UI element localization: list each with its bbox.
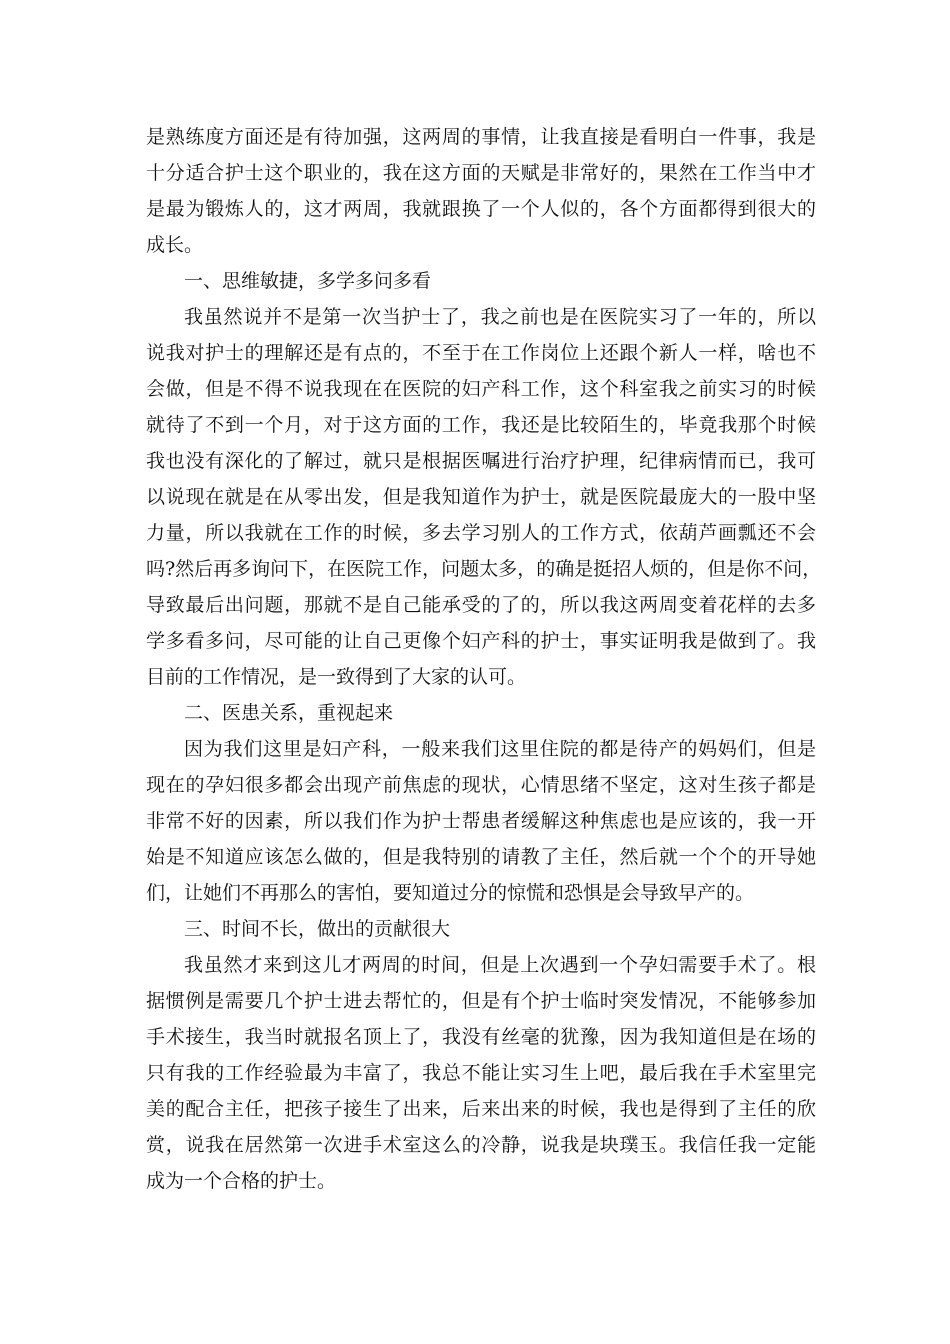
text-line: 们，让她们不再那么的害怕，要知道过分的惊慌和恐惧是会导致早产的。 bbox=[146, 882, 755, 904]
text-line: 目前的工作情况，是一致得到了大家的认可。 bbox=[146, 666, 527, 688]
text-line: 学多看多问，尽可能的让自己更像个妇产科的护士，事实证明我是做到了。我 bbox=[146, 630, 816, 652]
text-line: 十分适合护士这个职业的，我在这方面的天赋是非常好的，果然在工作当中才 bbox=[146, 162, 816, 184]
text-line: 成长。 bbox=[146, 234, 204, 256]
text-line: 是熟练度方面还是有待加强，这两周的事情，让我直接是看明白一件事，我是 bbox=[146, 126, 816, 148]
text-line: 现在的孕妇很多都会出现产前焦虑的现状，心情思绪不坚定，这对生孩子都是 bbox=[146, 774, 816, 796]
text-line: 导致最后出问题，那就不是自己能承受的了的，所以我这两周变着花样的去多 bbox=[146, 594, 816, 616]
text-line: 三、时间不长，做出的贡献很大 bbox=[184, 918, 451, 940]
text-line: 美的配合主任，把孩子接生了出来，后来出来的时候，我也是得到了主任的欣 bbox=[146, 1098, 816, 1120]
text-line: 手术接生，我当时就报名顶上了，我没有丝毫的犹豫，因为我知道但是在场的 bbox=[146, 1026, 816, 1048]
text-line: 说我对护士的理解还是有点的，不至于在工作岗位上还跟个新人一样，啥也不 bbox=[146, 342, 816, 364]
text-line: 只有我的工作经验最为丰富了，我总不能让实习生上吧，最后我在手术室里完 bbox=[146, 1062, 816, 1084]
text-line: 就待了不到一个月，对于这方面的工作，我还是比较陌生的，毕竟我那个时候 bbox=[146, 414, 816, 436]
text-line: 成为一个合格的护士。 bbox=[146, 1170, 337, 1192]
document-body bbox=[146, 119, 822, 1199]
text-line: 会做，但是不得不说我现在在医院的妇产科工作，这个科室我之前实习的时候 bbox=[146, 378, 816, 400]
text-line: 是最为锻炼人的，这才两周，我就跟换了一个人似的，各个方面都得到很大的 bbox=[146, 198, 816, 220]
text-line: 据惯例是需要几个护士进去帮忙的，但是有个护士临时突发情况，不能够参加 bbox=[146, 990, 816, 1012]
text-line: 以说现在就是在从零出发，但是我知道作为护士，就是医院最庞大的一股中坚 bbox=[146, 486, 816, 508]
text-line: 始是不知道应该怎么做的，但是我特别的请教了主任，然后就一个个的开导她 bbox=[146, 846, 816, 868]
text-line: 一、思维敏捷，多学多问多看 bbox=[184, 270, 432, 292]
text-line: 我虽然说并不是第一次当护士了，我之前也是在医院实习了一年的，所以 bbox=[184, 306, 816, 328]
text-line: 吗?然后再多询问下，在医院工作，问题太多，的确是挺招人烦的，但是你不问， bbox=[146, 558, 822, 580]
text-line: 赏，说我在居然第一次进手术室这么的冷静，说我是块璞玉。我信任我一定能 bbox=[146, 1134, 816, 1156]
text-line: 我虽然才来到这儿才两周的时间，但是上次遇到一个孕妇需要手术了。根 bbox=[184, 954, 816, 976]
text-line: 力量，所以我就在工作的时候，多去学习别人的工作方式，依葫芦画瓢还不会 bbox=[146, 522, 816, 544]
text-line: 非常不好的因素，所以我们作为护士帮患者缓解这种焦虑也是应该的，我一开 bbox=[146, 810, 816, 832]
text-line: 因为我们这里是妇产科，一般来我们这里住院的都是待产的妈妈们，但是 bbox=[184, 738, 816, 760]
text-line: 我也没有深化的了解过，就只是根据医嘱进行治疗护理，纪律病情而已，我可 bbox=[146, 450, 816, 472]
text-line: 二、医患关系，重视起来 bbox=[184, 702, 394, 724]
